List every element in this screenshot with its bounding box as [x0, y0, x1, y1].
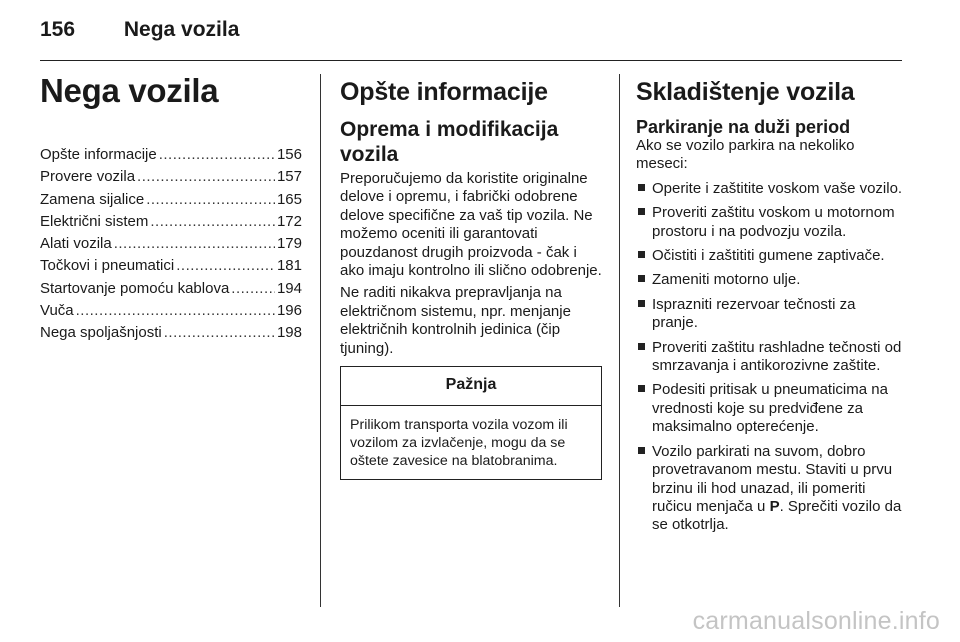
toc-leader	[137, 166, 275, 188]
toc-leader	[164, 322, 275, 344]
square-bullet-icon	[636, 180, 650, 198]
toc-leader	[159, 144, 275, 166]
square-bullet-icon	[636, 271, 650, 289]
toc-entry-page: 172	[276, 212, 302, 230]
toc-entry[interactable]	[40, 322, 302, 344]
list-item-text: Proveriti zaštitu voskom u motornom prostoru i na podvozju vozila.	[652, 204, 895, 240]
list-item	[636, 296, 904, 333]
section-title-storage: Skladištenje vozila	[636, 78, 855, 106]
toc-entry-label: Provere vozila	[40, 168, 136, 186]
paragraph-electrical-modifications: Ne raditi nikakva prepravljanja na električnom sistemu, npr. menjanje električnih kontrolnih jedinica (čip tjuning).	[340, 284, 571, 357]
list-item	[636, 247, 904, 265]
page-number: 156	[40, 18, 76, 41]
list-item	[636, 204, 904, 241]
toc-entry-page: 157	[276, 168, 302, 186]
list-item	[636, 271, 904, 289]
chapter-title: Nega vozila	[40, 72, 219, 109]
running-title: Nega vozila	[123, 18, 240, 41]
toc-entry[interactable]	[40, 166, 302, 188]
list-item	[636, 180, 904, 198]
general-info-column	[340, 72, 604, 480]
caution-heading: Pažnja	[341, 367, 601, 406]
toc-entry-label: Nega spoljašnjosti	[40, 324, 162, 342]
list-item-text: Očistiti i zaštititi gumene zaptivače.	[652, 247, 885, 265]
toc-entry-label: Točkovi i pneumatici	[40, 257, 175, 275]
square-bullet-icon	[636, 247, 650, 265]
list-item-text: Podesiti pritisak u pneumaticima na vrednosti koje su predviđene za maksimalno opterećenje.	[652, 381, 888, 436]
toc-entry-label: Alati vozila	[40, 235, 112, 253]
toc-leader	[146, 189, 275, 211]
list-item-text: Proveriti zaštitu rashladne tečnosti od smrzavanja i antikorozivne zaštite.	[652, 338, 902, 375]
paragraph-original-parts: Preporučujemo da koristite originalne delove i opremu, i fabrički odobrene delove specifične za vaš tip vozila. Ne možemo oceniti ili garantovati pouzdanost drugih proizvoda - čak i ako imaju kontrolno ili slično odobrenje.	[340, 170, 602, 280]
toc-entry[interactable]	[40, 189, 302, 211]
toc-entry-label: Startovanje pomoću kablova	[40, 279, 230, 297]
toc-entry[interactable]	[40, 233, 302, 255]
toc-entry-label: Električni sistem	[40, 212, 149, 230]
subsection-title-equipment: Oprema i modifikacija vozila	[340, 118, 559, 166]
storage-column	[636, 72, 904, 541]
toc-leader	[176, 255, 275, 277]
list-item	[636, 443, 904, 535]
toc-entry-page: 194	[276, 279, 302, 297]
toc-leader	[150, 211, 275, 233]
list-item-text-part: Vozilo parkirati na suvom, dobro provetravanom mestu. Staviti u prvu brzinu ili hod unazad, ili pomeriti ručicu menjača u	[652, 442, 893, 515]
toc-leader	[231, 278, 275, 300]
list-item-text: Operite i zaštitite voskom vaše vozilo.	[652, 179, 903, 197]
toc-entry[interactable]	[40, 255, 302, 277]
square-bullet-icon	[636, 443, 650, 535]
toc-column	[40, 72, 302, 345]
toc-leader	[76, 300, 275, 322]
toc-entry-label: Vuča	[40, 302, 74, 320]
list-item	[636, 381, 904, 436]
toc-entry-page: 181	[276, 257, 302, 275]
subsection-title-long-parking: Parkiranje na duži period	[636, 117, 851, 137]
list-item-text-part: . Sprečiti vozilo da se otkotrlja.	[652, 497, 902, 534]
toc-entry-page: 179	[276, 235, 302, 253]
table-of-contents	[40, 144, 302, 345]
list-item-text	[650, 443, 904, 535]
list-item	[636, 339, 904, 376]
square-bullet-icon	[636, 339, 650, 376]
gear-position-p: P	[769, 497, 780, 515]
square-bullet-icon	[636, 204, 650, 241]
square-bullet-icon	[636, 381, 650, 436]
page-header	[40, 18, 239, 42]
list-item-text: Zameniti motorno ulje.	[652, 271, 801, 289]
column-divider-left	[320, 74, 321, 607]
square-bullet-icon	[636, 296, 650, 333]
toc-entry[interactable]	[40, 300, 302, 322]
storage-checklist	[636, 180, 904, 535]
toc-entry-label: Zamena sijalice	[40, 190, 145, 208]
toc-entry[interactable]	[40, 278, 302, 300]
column-divider-right	[619, 74, 620, 607]
toc-entry-page: 198	[276, 324, 302, 342]
toc-entry[interactable]	[40, 211, 302, 233]
toc-entry[interactable]	[40, 144, 302, 166]
header-rule	[40, 60, 902, 61]
toc-entry-page: 156	[276, 146, 302, 163]
list-item-text: Isprazniti rezervoar tečnosti za pranje.	[652, 295, 856, 332]
toc-entry-page: 165	[276, 190, 302, 208]
toc-entry-label: Opšte informacije	[40, 146, 157, 163]
toc-entry-page: 196	[276, 302, 302, 320]
storage-intro: Ako se vozilo parkira na nekoliko meseci:	[636, 137, 855, 173]
section-title-general: Opšte informacije	[340, 78, 548, 106]
caution-text: Prilikom transporta vozila vozom ili vozilom za izvlačenje, mogu da se oštete zavesice na blatobranima.	[350, 417, 568, 470]
caution-notice-box	[340, 366, 602, 480]
toc-leader	[114, 233, 275, 255]
site-watermark: carmanualsonline.info	[692, 607, 940, 635]
